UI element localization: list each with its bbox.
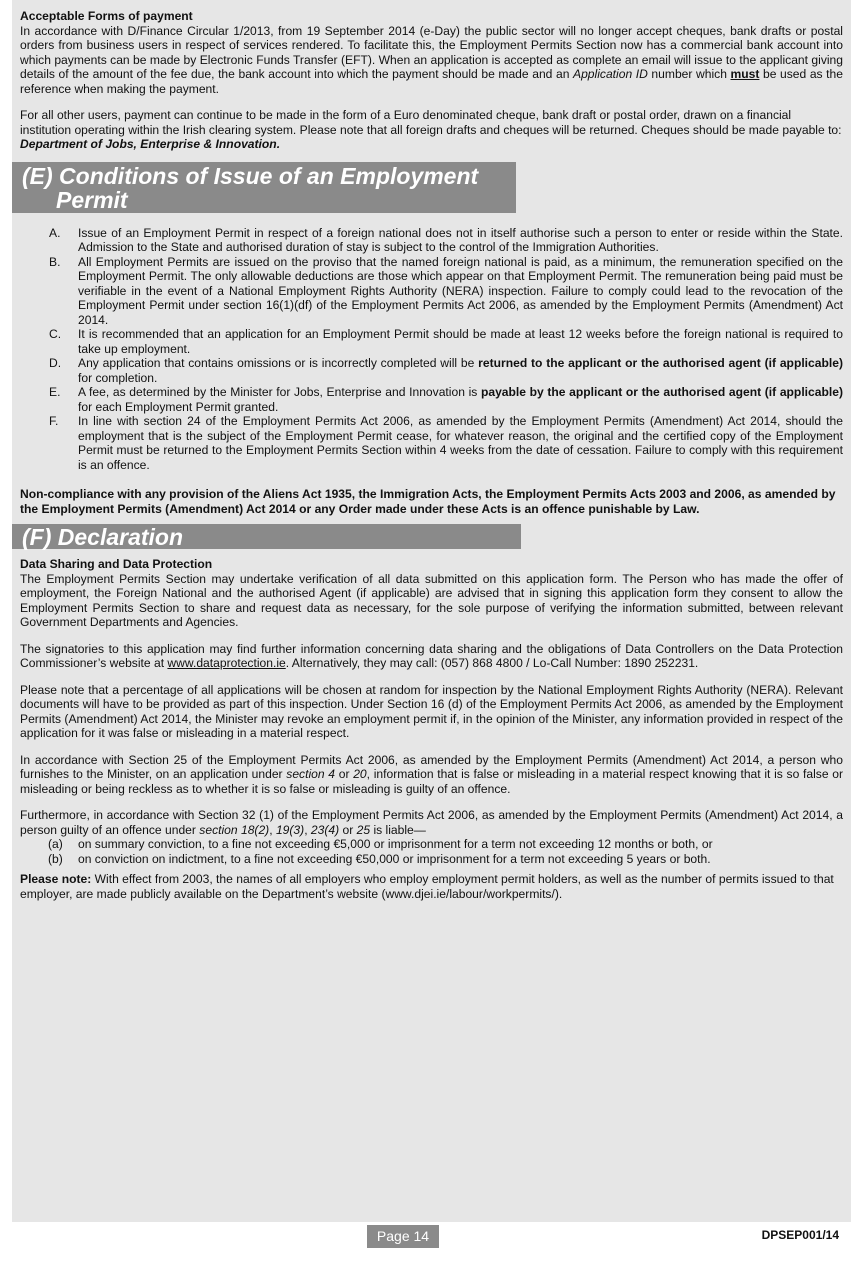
declaration-paragraph-3: Please note that a percentage of all applications will be chosen at random for inspection by the National Employment Rights Authority (NERA). Relevant documents will have to be provided as part of this inspection. Under Section 16 (d) of the Employment Permits Act 2006, as amended by the Employment Permits (Amendment) Act 2014, the Minister may revoke an employment permit if, in the opinion of the Minister, any information provided in respect of the application for it was false or misleading in a material respect. [20,682,843,740]
penalties-list [48,837,843,866]
section-f-heading: (F) Declaration [12,524,521,549]
data-protection-link[interactable]: www.dataprotection.ie [167,656,286,670]
penalty-item: (b) on conviction on indictment, to a fine not exceeding €50,000 or imprisonment for a term not exceeding 5 years or both. [48,851,711,866]
payee-name: Department of Jobs, Enterprise & Innovation. [20,137,281,151]
document-page [12,0,851,1222]
payment-paragraph-1: In accordance with D/Finance Circular 1/2013, from 19 September 2014 (e-Day) the public sector will no longer accept cheques, bank drafts or postal orders from business users in respect of services rendered. To facilitate this, the Employment Permits Section now has a commercial bank account into which payments can be made by Electronic Funds Transfer (EFT). When an application is accepted as complete an email will issue to the applicant giving details of the amount of the fee due, the bank account into which the payment should be made and an Application ID number which must be used as the reference when making the payment. [20,23,843,96]
page-number-badge: Page 14 [367,1225,439,1248]
declaration-paragraph-5: Furthermore, in accordance with Section 32 (1) of the Employment Permits Act 2006, as amended by the Employment Permits (Amendment) Act 2014, a person guilty of an offence under section 18(2), 19(3), 23(4) or 25 is liable— [20,808,843,837]
condition-item: A. Issue of an Employment Permit in respect of a foreign national does not in itself authorise such a person to enter or reside within the State. Admission to the State and authorised duration of stay is subject to the control of the Immigration Authorities. [49,225,843,254]
declaration-paragraph-1: The Employment Permits Section may undertake verification of all data submitted on this application form. The Person who has made the offer of employment, the Foreign National and the authorised Agent (if applicable) are advised that in signing this application form they consent to allow the Employment Permits Section to share and request data as necessary, for the sole purpose of verifying the information submitted, between relevant Government Departments and Agencies. [20,571,843,629]
condition-item: B. All Employment Permits are issued on the proviso that the named foreign national is paid, as a minimum, the remuneration specified on the Employment Permit. The only allowable deductions are those which appear on that Employment Permit. The remuneration being paid must be verifiable in the event of a National Employment Rights Authority (NERA) inspection. Failure to comply could lead to the revocation of the Employment Permit under section 16(1)(df) of the Employment Permits Act 2006, as amended by the Employment Permits (Amendment) Act 2014. [49,254,843,327]
non-compliance-notice: Non-compliance with any provision of the Aliens Act 1935, the Immigration Acts, the Employment Permits Acts 2003 and 2006, as amended by the Employment Permits (Amendment) Act 2014 or any Order made under these Acts is an offence punishable by Law. [20,487,836,516]
document-code: DPSEP001/14 [761,1228,839,1242]
section-e-heading: (E) Conditions of Issue of an Employment Permit [12,162,516,213]
payment-paragraph-2: For all other users, payment can continue to be made in the form of a Euro denominated cheque, bank draft or postal order, drawn on a financial institution operating within the Irish clearing system. Please note that all foreign drafts and cheques will be returned. Cheques should be made payable to: Department of Jobs, Enterprise & Innovation. [20,108,842,151]
publication-note: Please note: With effect from 2003, the names of all employers who employ employment permit holders, as well as the number of permits issued to that employer, are made publicly available on the Department’s website (www.djei.ie/labour/workpermits/). [20,872,834,901]
condition-item: F. In line with section 24 of the Employment Permits Act 2006, as amended by the Employment Permits (Amendment) Act 2014, should the employment that is the subject of the Employment Permit cease, for whatever reason, the original and the certified copy of the Employment Permit must be returned to the Employment Permits Section within 4 weeks from the date of cessation. Failure to comply with this requirement is an offence. [49,414,843,472]
declaration-paragraph-2: The signatories to this application may find further information concerning data sharing and the obligations of Data Controllers on the Data Protection Commissioner’s website at www.dataprotection.ie. Alternatively, they may call: (057) 868 4800 / Lo-Call Number: 1890 252231. [20,641,843,670]
conditions-list [20,226,843,473]
payment-heading: Acceptable Forms of payment [20,9,193,23]
condition-item: C. It is recommended that an application for an Employment Permit should be made at least 12 weeks before the foreign national is required to take up employment. [49,327,843,356]
declaration-paragraph-4: In accordance with Section 25 of the Employment Permits Act 2006, as amended by the Employment Permits (Amendment) Act 2014, a person who furnishes to the Minister, on an application under section 4 or 20, information that is false or misleading in a material respect knowing that it is so false or misleading or being reckless as to whether it is so false or misleading is guilty of an offence. [20,752,843,796]
condition-item: D. Any application that contains omissions or is incorrectly completed will be returned to the applicant or the authorised agent (if applicable) for completion. [49,356,843,385]
data-protection-heading: Data Sharing and Data Protection [20,557,213,571]
penalty-item: (a) on summary conviction, to a fine not exceeding €5,000 or imprisonment for a term not exceeding 12 months or both, or [48,837,713,851]
condition-item: E. A fee, as determined by the Minister for Jobs, Enterprise and Innovation is payable by the applicant or the authorised agent (if applicable) for each Employment Permit granted. [49,385,843,414]
